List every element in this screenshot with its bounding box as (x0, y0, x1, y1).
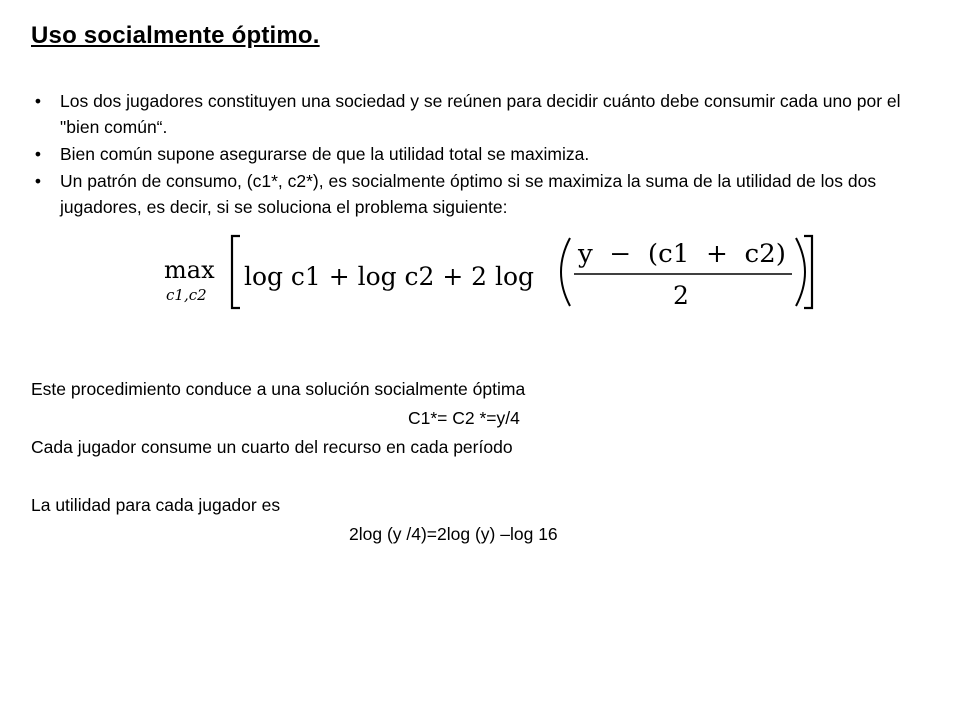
bullet-dot-icon: • (34, 171, 42, 191)
bullet-text: Los dos jugadores constituyen una sociedad y se reúnen para decidir cuánto debe consumir cada uno por el "bien común“. (60, 91, 901, 137)
bullet-text: Bien común supone asegurarse de que la utilidad total se maximiza. (60, 144, 590, 164)
formula-denominator: 2 (673, 281, 689, 310)
formula-log-terms: log c1 + log c2 + 2 log (244, 262, 534, 291)
bullet-item (31, 141, 911, 167)
optimization-formula (160, 232, 820, 312)
bullet-dot-icon: • (34, 91, 42, 111)
bullet-item (31, 168, 911, 220)
left-square-bracket (232, 236, 240, 308)
bullet-list (31, 88, 911, 221)
formula-numerator: y − (c1 + c2) (576, 239, 786, 268)
conclusion-line: Cada jugador consume un cuarto del recurso en cada período (31, 437, 513, 457)
right-parenthesis (796, 238, 805, 306)
left-parenthesis (561, 238, 570, 306)
conclusion-text (31, 375, 911, 549)
solution-equation: C1*= C2 *=y/4 (408, 408, 520, 428)
conclusion-line: Este procedimiento conduce a una solución socialmente óptima (31, 379, 526, 399)
bullet-dot-icon: • (34, 144, 42, 164)
bullet-item (31, 88, 911, 140)
formula-subscript: c1,c2 (166, 286, 207, 304)
bullet-text: Un patrón de consumo, (c1*, c2*), es socialmente óptimo si se maximiza la suma de la utilidad de los dos jugadores, es decir, si se soluciona el problema siguiente: (60, 171, 877, 217)
formula-operator: max (164, 256, 215, 284)
conclusion-line: La utilidad para cada jugador es (31, 495, 281, 515)
spacer (31, 462, 911, 491)
slide-title: Uso socialmente óptimo. (31, 22, 320, 49)
utility-equation: 2log (y /4)=2log (y) –log 16 (349, 524, 558, 544)
